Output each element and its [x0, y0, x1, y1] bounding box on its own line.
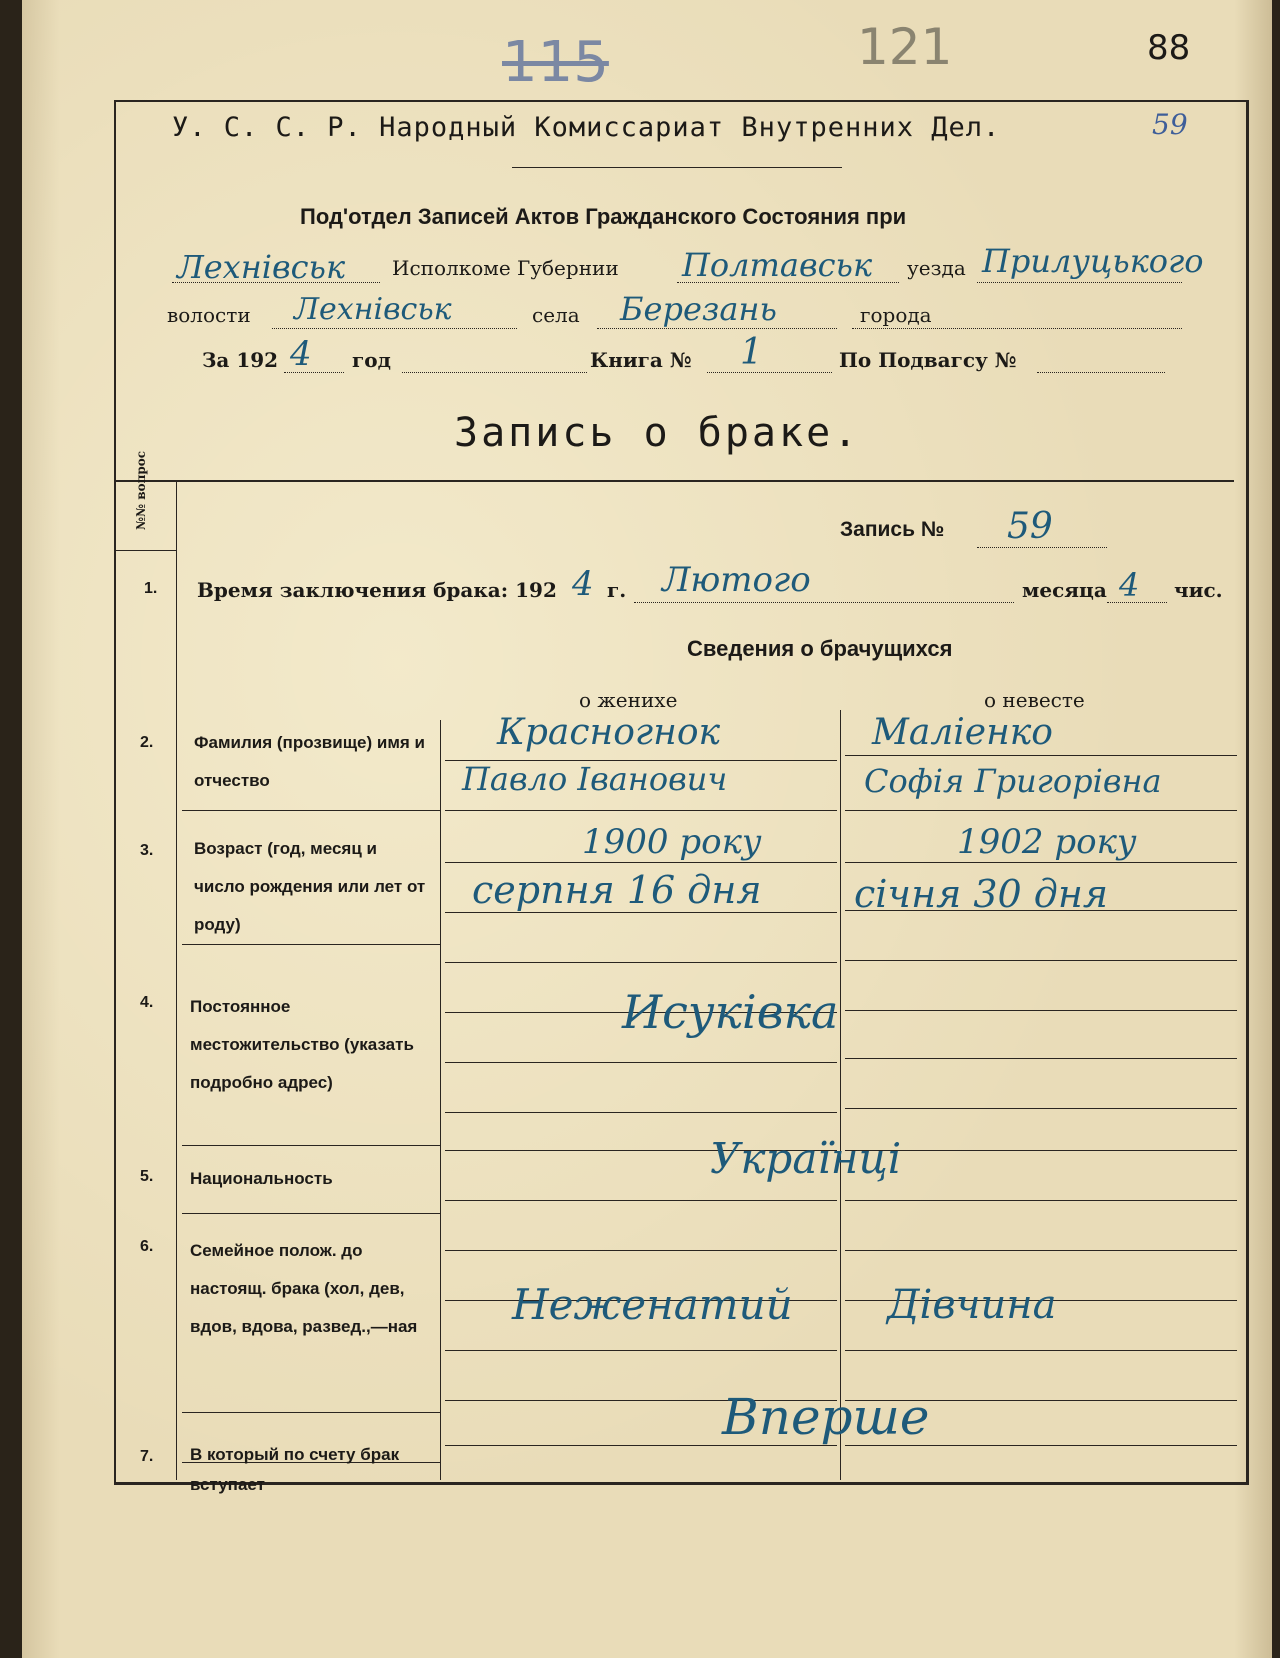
label-rule-5: [182, 1213, 440, 1214]
podvagsu-line: [1037, 372, 1165, 373]
volost-line: [272, 328, 517, 329]
groom-line-2: [445, 810, 837, 811]
groom-line-10: [445, 1200, 837, 1201]
kniga-label: Книга №: [590, 348, 692, 372]
label-rule-6: [182, 1412, 440, 1413]
number-column-label: №№ вопрос: [134, 450, 148, 530]
god-line: [402, 372, 587, 373]
bride-name: Софія Григорівна: [864, 762, 1162, 800]
label-column-border: [440, 720, 441, 1480]
uezd-value: Прилуцького: [982, 242, 1204, 280]
podvagsu-label: По Подвагсу №: [839, 348, 1017, 372]
q1-day-value: 4: [1119, 566, 1140, 604]
residence-value: Исуківка: [622, 985, 839, 1039]
gorod-label: города: [860, 303, 932, 327]
bride-line-13: [845, 1350, 1237, 1351]
row-6-label: Семейное полож. до настоящ. брака (хол, дев, вдов, вдова, развед.,—ная: [190, 1241, 418, 1336]
q1-month-line: [634, 602, 1014, 603]
ispolkom-line: [172, 282, 380, 283]
header-subtitle: Под'отдел Записей Актов Гражданского Состояния при: [300, 204, 907, 229]
bride-line-8: [845, 1108, 1237, 1109]
groom-birth-day: серпня 16 дня: [472, 868, 762, 912]
god-label: год: [352, 348, 391, 372]
bride-line-7: [845, 1058, 1237, 1059]
groom-name: Павло Іванович: [462, 760, 728, 798]
kniga-value: 1: [740, 332, 763, 373]
selo-line: [597, 328, 837, 329]
label-rule-3: [182, 944, 440, 945]
uezd-label: уезда: [907, 256, 966, 280]
groom-line-11: [445, 1250, 837, 1251]
groom-marital-status: Неженатий: [512, 1280, 793, 1329]
bride-line-1: [845, 755, 1237, 756]
document-page: [22, 0, 1272, 1658]
selo-value: Березань: [620, 290, 777, 328]
volost-label: волости: [167, 303, 251, 327]
row-6-number: 6.: [140, 1238, 154, 1255]
year-label: За 192: [202, 348, 279, 372]
bride-birth-day: січня 30 дня: [854, 872, 1109, 916]
bride-marital-status: Дівчина: [887, 1282, 1057, 1328]
ispolkom-label: Исполкоме Губернии: [392, 256, 619, 280]
q1-day-label: чис.: [1174, 578, 1223, 602]
row-4-label: Постоянное местожительство (указать подробно адрес): [190, 997, 414, 1092]
zapis-value: 59: [1007, 506, 1053, 547]
q1-month-value: Лютого: [662, 560, 811, 600]
kniga-line: [707, 372, 832, 373]
number-column-rule: [116, 550, 176, 551]
groom-line-4: [445, 912, 837, 913]
groom-line-8: [445, 1112, 837, 1113]
groom-bride-divider: [840, 710, 841, 1480]
bride-line-11: [845, 1250, 1237, 1251]
header-title-annotation: 59: [1152, 108, 1188, 141]
row-5-label: Национальность: [190, 1169, 333, 1188]
ispolkom-value: Лехнівськ: [177, 248, 346, 286]
bride-surname: Маліенко: [872, 712, 1053, 753]
year-line: [284, 372, 344, 373]
row-4-number: 4.: [140, 994, 154, 1011]
groom-column-header: о женихе: [579, 688, 678, 712]
year-value: 4: [290, 334, 312, 374]
groom-birth-year: 1900 року: [582, 822, 762, 862]
q1-label: Время заключения брака: 192: [197, 578, 557, 602]
archive-number-88: 88: [1147, 28, 1191, 68]
row-3-label: Возраст (год, месяц и число рождения или лет от роду): [194, 839, 426, 934]
label-rule-4: [182, 1145, 440, 1146]
bride-line-5: [845, 960, 1237, 961]
selo-label: села: [532, 303, 580, 327]
bride-line-3: [845, 862, 1237, 863]
q1-year-value: 4: [572, 564, 594, 604]
bride-column-header: о невесте: [984, 688, 1085, 712]
row-2-label: Фамилия (прозвище) имя и отчество: [194, 733, 426, 790]
archive-number-115: 115: [502, 30, 609, 95]
header-divider: [512, 167, 842, 168]
bride-line-9: [845, 1150, 1237, 1151]
q1-number: 1.: [144, 580, 158, 597]
q1-g-label: г.: [607, 578, 627, 602]
row-2-number: 2.: [140, 734, 154, 751]
q1-day-line: [1107, 602, 1167, 603]
groom-line-5: [445, 962, 837, 963]
row-3-number: 3.: [140, 842, 154, 859]
zapis-label: Запись №: [840, 518, 945, 541]
zapis-line: [977, 547, 1107, 548]
record-heading: Запись о браке.: [454, 410, 861, 456]
bride-line-2: [845, 810, 1237, 811]
bride-line-6: [845, 1010, 1237, 1011]
q1-month-label: месяца: [1022, 578, 1107, 602]
groom-line-7: [445, 1062, 837, 1063]
groom-line-13: [445, 1350, 837, 1351]
bride-birth-year: 1902 року: [957, 822, 1137, 862]
gorod-line: [852, 328, 1182, 329]
row-5-number: 5.: [140, 1168, 154, 1185]
row-7-label: В который по счету брак вступает: [190, 1445, 400, 1494]
header-title: У. С. С. Р. Народный Комиссариат Внутренних Дел.: [172, 112, 1001, 143]
archive-number-121: 121: [857, 18, 953, 76]
label-rule-2: [182, 810, 440, 811]
guberniya-value: Полтавськ: [682, 246, 873, 284]
uezd-line: [977, 282, 1182, 283]
section-heading: Сведения о брачущихся: [687, 636, 953, 661]
groom-surname: Красногнок: [497, 712, 720, 753]
guberniya-line: [677, 282, 899, 283]
row-7-number: 7.: [140, 1448, 154, 1465]
nationality-value: Українці: [710, 1134, 902, 1183]
volost-value: Лехнівськ: [294, 292, 452, 327]
header-bottom-rule: [116, 480, 1234, 482]
marriage-count-value: Вперше: [722, 1388, 930, 1446]
bride-line-10: [845, 1200, 1237, 1201]
number-column-border: [176, 480, 177, 1480]
groom-line-3: [445, 862, 837, 863]
